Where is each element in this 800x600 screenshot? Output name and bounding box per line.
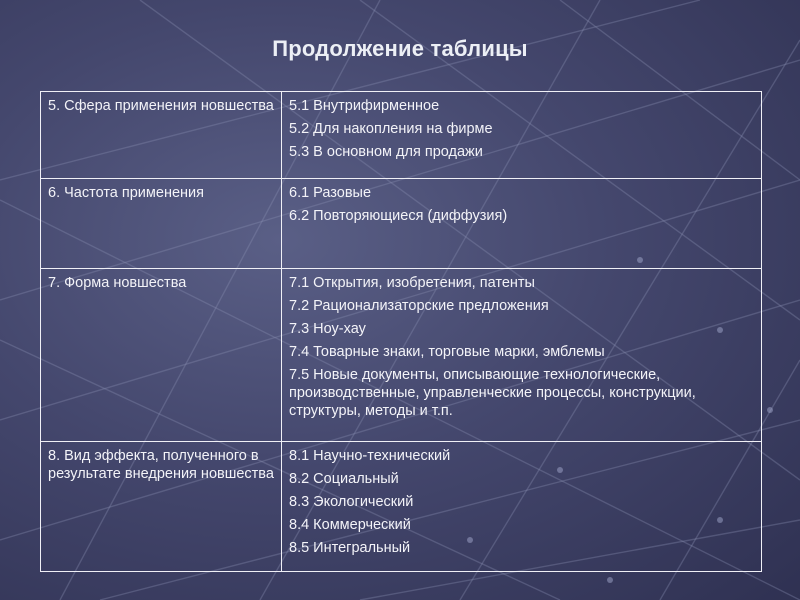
list-item: 8.5 Интегральный [289,540,411,556]
list-item: 7.5 Новые документы, описывающие технологические, производственные, управленческие процессы, конструкции, структуры, методы и т.п. [289,367,696,419]
category-cell: 5. Сфера применения новшества [41,92,282,179]
list-item: 7.2 Рационализаторские предложения [289,298,549,314]
item-list [289,447,754,557]
list-item: 7.4 Товарные знаки, торговые марки, эмблемы [289,344,605,360]
category-cell: 7. Форма новшества [41,269,282,442]
classification-table [40,91,762,572]
list-item: 8.2 Социальный [289,471,399,487]
slide-title: Продолжение таблицы [272,36,528,61]
list-item: 6.2 Повторяющиеся (диффузия) [289,208,508,224]
item-list [289,97,754,161]
list-item: 5.3 В основном для продажи [289,144,483,160]
items-cell [282,92,762,179]
table-row [41,442,762,572]
list-item: 7.1 Открытия, изобретения, патенты [289,275,535,291]
items-cell [282,442,762,572]
list-item: 8.1 Научно-технический [289,448,451,464]
list-item: 5.1 Внутрифирменное [289,98,440,114]
category-cell: 8. Вид эффекта, полученного в результате внедрения новшества [41,442,282,572]
list-item: 6.1 Разовые [289,185,372,201]
category-cell: 6. Частота применения [41,179,282,269]
list-item: 8.4 Коммерческий [289,517,411,533]
list-item: 8.3 Экологический [289,494,414,510]
items-cell [282,179,762,269]
item-list [289,274,754,420]
table-row [41,92,762,179]
table-row [41,269,762,442]
item-list [289,184,754,225]
list-item: 7.3 Ноу-хау [289,321,366,337]
table-row [41,179,762,269]
items-cell [282,269,762,442]
list-item: 5.2 Для накопления на фирме [289,121,493,137]
